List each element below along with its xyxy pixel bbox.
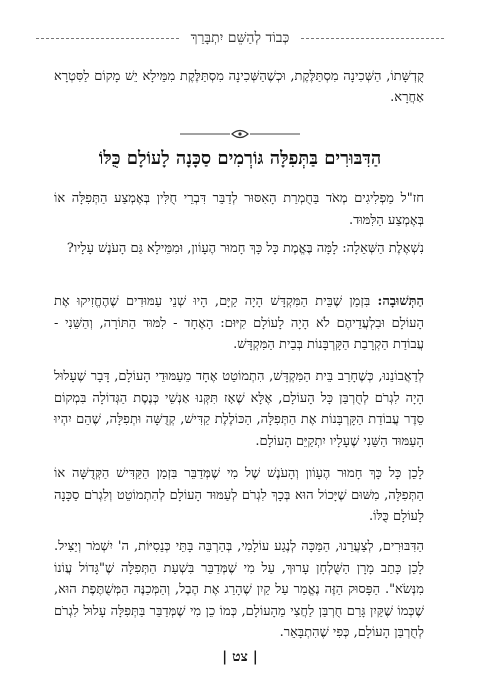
header-rule-right bbox=[301, 38, 444, 39]
intro-paragraph: קֻדְשָּׁתוֹ, הַשְּׁכִינָה מִסְתַּלֶּקֶת, וּכְשֶׁהַשְּׁכִינָה מִסְתַּלֶּקֶת מִמֵּילָא יֵשׁ מָקוֹם לַסִּטְרָא אַחֲרָא. bbox=[54, 69, 424, 105]
paragraph-3-text: בִּזְמַן שֶׁבֵּית הַמִּקְדָּשׁ הָיָה קַיָּם, הָיוּ שְׁנֵי עַמּוּדִים שֶׁהֶחֱזִיקוּ אֶת הָעוֹלָם וּבִלְעֲדֵיהֶם לֹא הָיָה לָעוֹלָם קִיּוּם: הָאֶחָד - לִמּוּד הַתּוֹרָה, וְהַשֵּׁנִי - עֲבוֹדַת הַקְרָבַת הַקָּרְבָּנוֹת בְּבֵית הַמִּקְדָּשׁ. bbox=[54, 294, 424, 352]
paragraph-1 bbox=[54, 188, 424, 231]
paragraph-5 bbox=[54, 463, 424, 528]
header-rule-left bbox=[36, 38, 179, 39]
intro-block bbox=[54, 66, 424, 108]
page-number: | צט | bbox=[222, 649, 258, 665]
paragraph-5-text: לָכֵן כָּל כָּךְ חָמוּר הֶעָוֹון וְהָעֹנֶשׁ שֶׁל מִי שֶׁמְּדַבֵּר בִּזְמַן הַקַּדִּישׁ הַקְּדֻשָּׁה אוֹ הַתְּפִלָּה, מִשּׁוּם שֶׁיָּכוֹל הוּא בְּכָךְ לִגְרֹם לְעַמּוּד הָעוֹלָם לְהִתְמוֹטֵט וְלִגְרֹם סַכָּנָה לָעוֹלָם כֻּלּוֹ. bbox=[54, 466, 424, 524]
section-title: הַדִּבּוּרִים בַּתְּפִלָּה גּוֹרְמִים סַכָּנָה לָעוֹלָם כֻּלּוֹ bbox=[98, 148, 382, 169]
running-header bbox=[36, 26, 444, 50]
header-title: כְּבוֹד לְהַשֵּׁם יִתְבָּרַךְ bbox=[190, 29, 290, 46]
paragraph-6 bbox=[54, 536, 424, 644]
paragraph-2 bbox=[54, 238, 424, 260]
paragraph-3-lead: הַתְּשׁוּבָה: bbox=[377, 294, 424, 309]
paragraph-2-text: נִשְׁאֶלֶת הַשְּׁאֵלָה: לָמָּה בֶּאֱמֶת כָּל כָּךְ חָמוּר הֶעָוֹון, וּמִמֵּילָא גַּם הָעֹנֶשׁ עָלָיו? bbox=[66, 241, 424, 256]
paragraph-3 bbox=[54, 291, 424, 356]
paragraph-6-text: הַדִּבּוּרִים, לְצַעֲרֵנוּ, הַמַּכָּה לְנֶגַע עוֹלָמִי, בְּהַרְבֵּה בָּתֵּי כְּנֵסִיּוֹת, ה' יִשְׁמֹר וְיַצִּיל. לָכֵן כָּתַב מָרָן הַשֻּׁלְחָן עָרוּךְ, עַל מִי שֶׁמְּדַבֵּר בִּשְׁעַת הַתְּפִלָּה שֶׁ"גָּדוֹל עֲוֹנוֹ מִנְּשֹׂא". הַפָּסוּק הַזֶּה נֶאֱמַר עַל קַיִן שֶׁהָרַג אֶת הֶבֶל, וְהַמְּכַנֶּה הַמְּשֻׁתֶּפֶת הוּא, שֶׁכְּמוֹ שֶׁקַּיִן גָּרַם חֻרְבַּן לַחֲצִי מֵהָעוֹלָם, כְּמוֹ כֵן מִי שֶׁמְּדַבֵּר בַּתְּפִלָּה עָלוּל לִגְרֹם לְחֻרְבַּן הָעוֹלָם, כְּפִי שֶׁהִתְבָּאֵר. bbox=[54, 539, 424, 640]
paragraph-1-text: חז"ל מַפְלִיגִים מְאֹד בַּחֻמְרַת הָאִסּוּר לְדַבֵּר דִּבְרֵי חֻלִּין בְּאֶמְצַע הַתְּפִלָּה אוֹ בְּאֶמְצַע הַלִּמּוּד. bbox=[54, 191, 424, 228]
paragraph-4-text: לְדַאֲבוֹנֵנוּ, כְּשֶׁחָרַב בֵּית הַמִּקְדָּשׁ, הִתְמוֹטֵט אֶחָד מֵעַמּוּדֵי הָעוֹלָם, דָּבָר שֶׁעָלוּל הָיָה לִגְרֹם לְחֻרְבַּן כָּל הָעוֹלָם, אֶלָּא שֶׁאָז תִּקְּנוּ אַנְשֵׁי כְּנֶסֶת הַגְּדוֹלָה בִּמְקוֹם סֵדֶר עֲבוֹדַת הַקָּרְבָּנוֹת אֶת הַתְּפִלָּה, הַכּוֹלֶלֶת קַדִּישׁ, קְדֻשָּׁה וּתְפִלָּה, שֶׁהֵם יִהְיוּ הָעַמּוּד הַשֵּׁנִי שֶׁעָלָיו יִתְקַיֵּם הָעוֹלָם. bbox=[54, 369, 424, 449]
paragraph-4 bbox=[54, 366, 424, 452]
ornament-divider bbox=[180, 127, 300, 141]
